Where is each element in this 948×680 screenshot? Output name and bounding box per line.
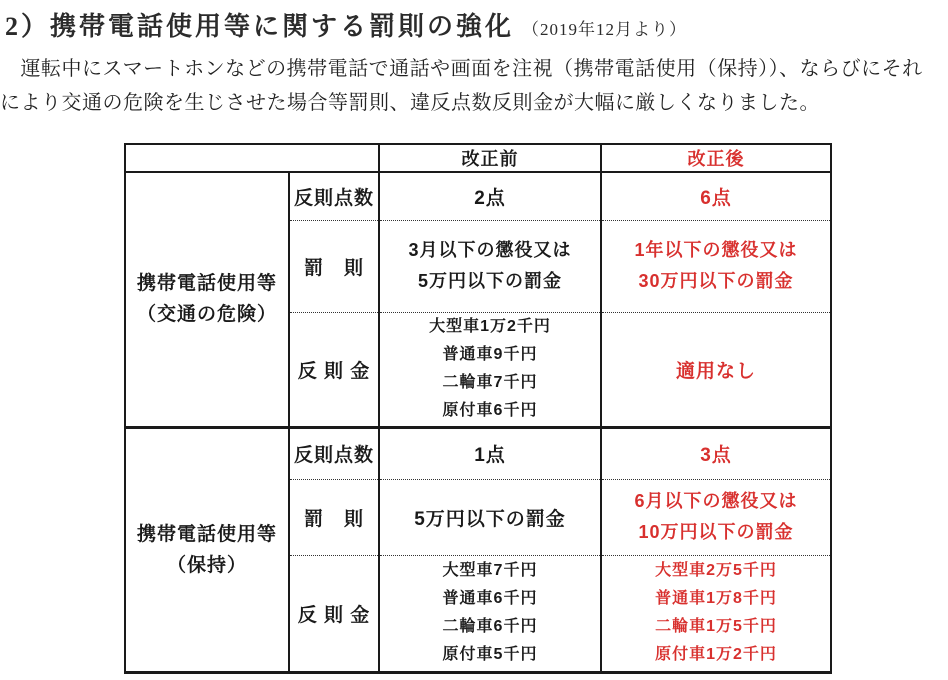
cell-line: 大型車7千円 <box>442 562 538 579</box>
cell-after-points: 3点 <box>601 427 831 479</box>
cell-line: 二輪車7千円 <box>442 374 538 391</box>
cell-line: 大型車2万5千円 <box>655 562 777 579</box>
intro-paragraph-line2: により交通の危険を生じさせた場合等罰則、違反点数反則金が大幅に厳しくなりました。 <box>0 92 820 114</box>
group-label-holding <box>125 427 289 672</box>
cell-line: 原付車1万2千円 <box>655 646 777 663</box>
group-label-line2: （保持） <box>166 554 247 576</box>
cell-line: 二輪車6千円 <box>442 618 538 635</box>
cell-line: 普通車6千円 <box>442 590 538 607</box>
row-label-points: 反則点数 <box>289 172 379 220</box>
cell-before-penalty: 5万円以下の罰金 <box>379 479 601 555</box>
cell-before-points: 2点 <box>379 172 601 220</box>
cell-line: 原付車5千円 <box>442 646 538 663</box>
cell-line: 6月以下の懲役又は <box>634 491 798 511</box>
intro-paragraph-line1: 運転中にスマートホンなどの携帯電話で通話や画面を注視（携帯電話使用（保持））、ならびにそれ <box>0 58 923 80</box>
row-label-penalty: 罰 則 <box>289 479 379 555</box>
cell-line: 10万円以下の罰金 <box>638 522 794 542</box>
cell-before-points: 1点 <box>379 427 601 479</box>
table-row <box>125 427 831 479</box>
cell-after-fine: 適用なし <box>601 312 831 427</box>
cell-after-penalty <box>601 479 831 555</box>
header-before: 改正前 <box>379 144 601 172</box>
cell-line: 3月以下の懲役又は <box>408 240 572 260</box>
cell-after-points: 6点 <box>601 172 831 220</box>
group-label-line2: （交通の危険） <box>136 304 277 326</box>
header-after: 改正後 <box>601 144 831 172</box>
row-label-points: 反則点数 <box>289 427 379 479</box>
row-label-fine: 反 則 金 <box>289 312 379 427</box>
cell-before-fine <box>379 555 601 672</box>
cell-after-penalty <box>601 220 831 312</box>
group-label-line1: 携帯電話使用等 <box>136 273 277 295</box>
cell-before-fine <box>379 312 601 427</box>
cell-line: 二輪車1万5千円 <box>655 618 777 635</box>
penalty-comparison-table <box>124 143 832 674</box>
table-row <box>125 172 831 220</box>
cell-line: 1年以下の懲役又は <box>634 240 798 260</box>
intro-paragraph <box>0 52 948 120</box>
group-label-traffic-danger <box>125 172 289 427</box>
page-title-row <box>5 6 687 43</box>
cell-after-fine <box>601 555 831 672</box>
cell-line: 原付車6千円 <box>442 402 538 419</box>
cell-line: 30万円以下の罰金 <box>638 271 794 291</box>
cell-line: 普通車1万8千円 <box>655 590 777 607</box>
header-empty-cell <box>125 144 379 172</box>
cell-line: 普通車9千円 <box>442 346 538 363</box>
cell-line: 大型車1万2千円 <box>429 318 551 335</box>
group-label-line1: 携帯電話使用等 <box>136 523 277 545</box>
row-label-penalty: 罰 則 <box>289 220 379 312</box>
cell-before-penalty <box>379 220 601 312</box>
cell-line: 5万円以下の罰金 <box>417 271 562 291</box>
page-title: 2）携帯電話使用等に関する罰則の強化 <box>5 12 515 41</box>
page-title-suffix: （2019年12月より） <box>522 20 688 39</box>
row-label-fine: 反 則 金 <box>289 555 379 672</box>
table-header-row <box>125 144 831 172</box>
